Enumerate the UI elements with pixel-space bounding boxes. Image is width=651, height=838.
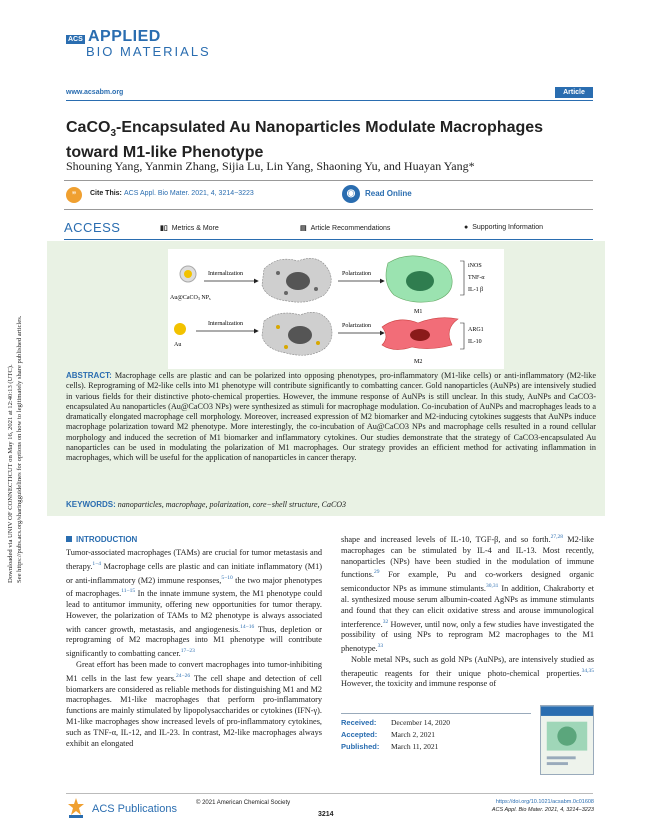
keywords: [66, 500, 596, 509]
download-note-line2[interactable]: See https://pubs.acs.org/sharingguidelines for options on how to legitimately share published articles.: [16, 315, 23, 583]
ref-link[interactable]: 11−15: [121, 588, 136, 595]
introduction-heading: INTRODUCTION: [66, 535, 137, 544]
received-date: Received: December 14, 2020: [341, 718, 450, 727]
recommendations-link[interactable]: ▤ Article Recommendations: [300, 225, 391, 232]
intro-column-right: [341, 532, 594, 690]
abstract: [66, 371, 596, 464]
cite-this-label: Cite This:: [90, 190, 122, 197]
ref-link[interactable]: 5−10: [221, 574, 233, 581]
m1-marker-il1: IL-1 β: [468, 287, 484, 293]
ref-link[interactable]: 34,35: [581, 667, 594, 674]
au-caco3-label: Au@CaCO3 NPs: [170, 295, 211, 301]
intro-paragraph-2: Great effort has been made to convert macrophages into tumor-inhibiting M1 cells in the last few years.$^{24-26}$ The cell shape and detection of cell biomarkers are considered as reliable methods for distinguishing M1 and M2 macrophages. M1-like macrophages that perform pro-inflammatory functions are mainly stimulated by lipopolysaccharides or cytokines (IFN-γ). M1-like macrophages show increased levels of pro-inflammatory cytokines, such as TNF-α, IL-12, and IL-23. In contrast, M2-like macrophages always exhibit an elongated: [66, 659, 322, 749]
globe-icon[interactable]: ◉: [342, 185, 360, 203]
intro-paragraph-3: shape and increased levels of IL-10, TGF-β, and so forth.$^{27,28}$ M2-like macrophages can be stimulated by IL-4 and IL-13. Most recently, nanoparticles (NPs) have been studied in the modulation of immune functions.$^{29}$ For example, Pu and co-workers designed organic semiconductor NPs as immune stimulants.$^{30,31}$ In addition, Chakraborty et al. synthesized mouse serum albumin-coated AgNPs as immune stimulants and found that they can elicit oxidative stress and arouse immunological interference.$^{32}$ However, until now, only a few studies have investigated the possibility of using NPs to reprogram M2 macrophages to the M1 phenotype.$^{33}$: [341, 534, 594, 653]
access-bar: [64, 217, 593, 240]
accepted-date: Accepted: March 2, 2021: [341, 730, 435, 739]
ref-link[interactable]: 17−23: [180, 648, 195, 655]
m1-marker-inos: iNOS: [468, 263, 482, 269]
citation-bar: [64, 180, 593, 210]
page-number: 3214: [318, 811, 334, 818]
abstract-text: Macrophage cells are plastic and can be polarized into opposing phenotypes, pro-inflammatory (M1-like cells) or anti-inflammatory (M2-like cells). Reprograming of M2-like cells into M1 phenotype will contribute significantly to combatting cancer. Gold nanoparticles (AuNPs) are intensively studied in various fields for their distinctive photo-chemical properties. However, the immune response of AuNPs is still unclear. In this study, AuNPs and CaCO3-encapsulated Au nanoparticles (Au@CaCO3 NPs) were synthesized as stimuli for macrophage modulation. Co-incubation of AuNPs and macrophages leads to a dramatically elongated macrophage cell morphology. Moreover, increased expression of M2 biomarker and M2-inducing cytokines suggests that AuNPs induce macrophage polarization toward M2 phenotype. More interestingly, the co-incubation of Au@CaCO3 NPs and macrophage cells resulted in a round cellular morphology and induced the secretion of M1 biomarker and inflammatory cytokines. Our studies demonstrate that the strategy of CaCO3-encapsulated Au nanoparticles can be used in modulating the polarization of M1 macrophages. Our strategy provides an efficient method for activating inflammation in macrophages, which will be useful for the application of nanoparticles in cancer therapy.: [66, 371, 597, 463]
intro-paragraph-4: Noble metal NPs, such as gold NPs (AuNPs), are intensively studied as therapeutic reagents for their unique photo-chemical properties.$^{34,35}$ However, the toxicity and immune response of: [341, 654, 594, 689]
m2-cell: [382, 318, 458, 350]
m1-label: M1: [414, 309, 423, 315]
m2-marker-arg1: ARG1: [468, 327, 484, 333]
acs-tag: ACS: [68, 36, 83, 43]
header-rule: [66, 100, 593, 101]
article-type-badge: Article: [555, 87, 593, 98]
footer-rule: [66, 793, 593, 794]
ref-link[interactable]: 30,31: [485, 583, 499, 590]
acs-publications-logo-icon[interactable]: [66, 797, 86, 819]
macrophage-bottom: [262, 312, 332, 355]
section-square-icon: [66, 536, 72, 542]
quote-icon[interactable]: ”: [66, 187, 82, 203]
bar-chart-icon: ▮▯: [160, 225, 168, 232]
toc-graphic: [168, 249, 504, 369]
copyright: © 2021 American Chemical Society: [196, 800, 291, 806]
ref-link[interactable]: 32: [382, 618, 389, 625]
abstract-label: ABSTRACT:: [66, 371, 112, 380]
polarization-label-2: Polarization: [342, 323, 371, 329]
ref-link[interactable]: 1−4: [92, 560, 102, 567]
journal-name-applied: APPLIED: [88, 28, 161, 45]
ref-link[interactable]: 29: [373, 569, 380, 576]
m2-label: M2: [414, 359, 423, 365]
document-icon: ▤: [300, 225, 307, 232]
m2-marker-il10: IL-10: [468, 339, 482, 345]
polarization-label-1: Polarization: [342, 271, 371, 277]
au-particle: [174, 323, 186, 335]
journal-cover-thumbnail[interactable]: [540, 705, 594, 775]
macrophage-top: [262, 258, 331, 302]
journal-url-link[interactable]: www.acsabm.org: [66, 89, 124, 96]
download-note: [6, 253, 30, 583]
cite-this-link[interactable]: ACS Appl. Bio Mater. 2021, 4, 3214−3223: [124, 190, 254, 197]
internalization-label-2: Internalization: [208, 321, 243, 327]
au-label: Au: [174, 342, 182, 348]
supporting-info-icon: ●: [464, 224, 469, 231]
keywords-text: nanoparticles, macrophage, polarization, core−shell structure, CaCO3: [117, 500, 347, 509]
intro-paragraph-1: Tumor-associated macrophages (TAMs) are crucial for tumor metastasis and therapy.$^{1-4}$ Macrophage cells are plastic and can initiate inflammatory (M1) or anti-inflammatory (M2) immune responses,$^{5-10}$ the two major phenotypes of macrophages.$^{11-15}$ In the innate immune system, the M1 phenotype could lead to antitumor immunity, offering new opportunities for tumor therapy. However, the polarization of TAMs to M2 phenotype is always associated with cancer growth, metastasis, and angiogenesis.$^{14-16}$ Thus, depletion or reprograming of M2 macrophages into M1 phenotype will contribute significantly to combatting cancer.$^{17-23}$: [66, 548, 322, 659]
ref-link[interactable]: 27,28: [550, 534, 564, 540]
ref-link[interactable]: 24−26: [176, 672, 191, 679]
m1-cell: [386, 256, 452, 302]
article-dates: [341, 713, 531, 753]
ref-link[interactable]: 33: [377, 643, 384, 650]
article-title: CaCO$_3$-Encapsulated Au Nanoparticles Modulate Macrophages toward M1-like Phenotype: [66, 119, 544, 162]
supporting-info-link[interactable]: ● Supporting Information: [464, 224, 544, 231]
m1-marker-tnf: TNF-α: [468, 275, 485, 281]
access-label: ACCESS: [64, 220, 121, 235]
metrics-link[interactable]: ▮▯ Metrics & More: [160, 225, 219, 232]
acs-publications-name[interactable]: ACS Publications: [92, 803, 177, 815]
keywords-label: KEYWORDS:: [66, 500, 116, 509]
journal-name-bio: BIO MATERIALS: [86, 44, 211, 59]
read-online-link[interactable]: Read Online: [365, 189, 412, 198]
doi-link[interactable]: https://doi.org/10.1021/acsabm.0c01608: [495, 799, 594, 805]
footer-citation: ACS Appl. Bio Mater. 2021, 4, 3214−3223: [491, 807, 594, 813]
download-note-line1: Downloaded via UNIV OF CONNECTICUT on May 16, 2021 at 12:40:13 (UTC).: [7, 364, 14, 583]
ref-link[interactable]: 14−16: [240, 623, 255, 630]
intro-column-left: [66, 548, 322, 750]
published-date: Published: March 11, 2021: [341, 742, 439, 751]
author-list: Shouning Yang, Yanmin Zhang, Sijia Lu, Lin Yang, Shaoning Yu, and Huayan Yang*: [66, 159, 475, 173]
internalization-label-1: Internalization: [208, 271, 243, 277]
